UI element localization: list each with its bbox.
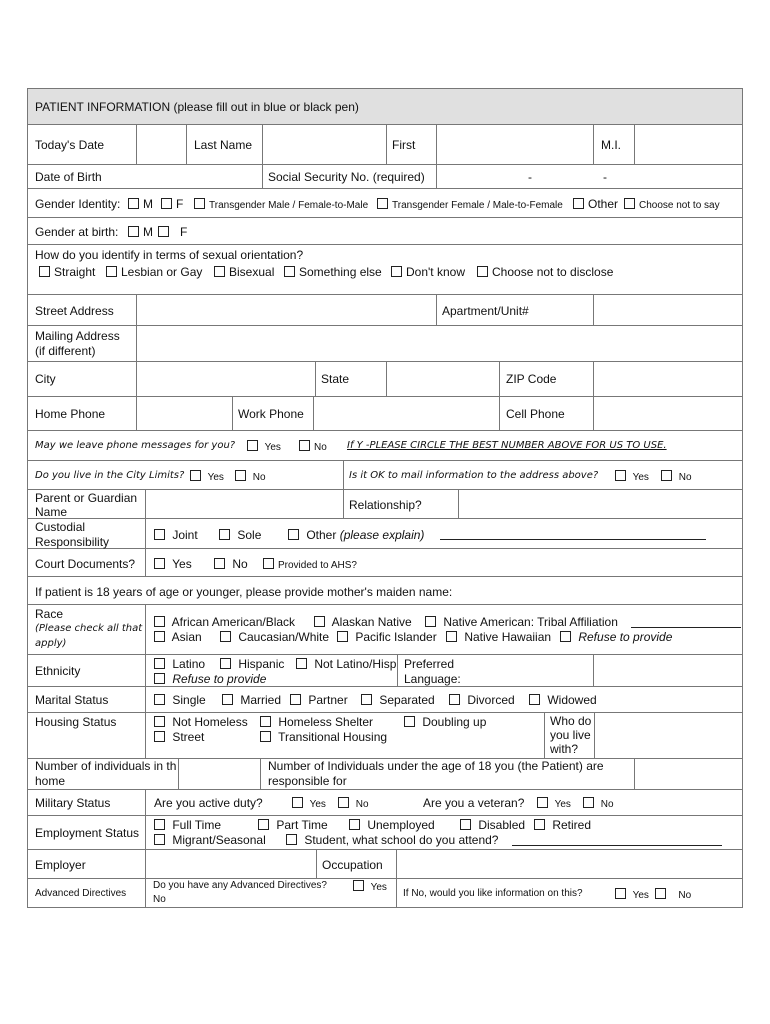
leave-msg-question: May we leave phone messages for you? bbox=[35, 440, 236, 451]
under18-label: Number of Individuals under the age of 18 you (the Patient) are bbox=[268, 759, 604, 773]
preferred-language-label: Preferred bbox=[404, 657, 455, 671]
custodial-explain-line[interactable] bbox=[440, 529, 706, 540]
marital-label: Marital Status bbox=[35, 693, 109, 707]
state-label: State bbox=[321, 372, 350, 386]
adv-dir-info-no[interactable]: No bbox=[655, 888, 691, 901]
gender-identity-option-m[interactable]: M bbox=[128, 197, 153, 211]
custodial-label: Custodial bbox=[35, 520, 86, 534]
court-no[interactable]: No bbox=[214, 557, 248, 571]
active-duty-question: Are you active duty? bbox=[154, 796, 263, 810]
mi-field[interactable] bbox=[635, 125, 742, 164]
checkbox[interactable] bbox=[583, 797, 594, 808]
race-note-2: apply) bbox=[35, 638, 67, 649]
veteran-question: Are you a veteran? bbox=[423, 796, 525, 810]
checkbox[interactable] bbox=[158, 226, 169, 237]
apt-label: Apartment/Unit# bbox=[442, 304, 529, 318]
mailing-field[interactable] bbox=[137, 326, 742, 361]
gender-identity-option-choose-not[interactable]: Choose not to say bbox=[624, 198, 720, 211]
city-limits-yes[interactable]: Yes bbox=[190, 470, 224, 483]
gender-identity-label: Gender Identity: bbox=[35, 197, 121, 211]
checkbox[interactable] bbox=[247, 440, 258, 451]
first-name-field[interactable] bbox=[437, 125, 592, 164]
checkbox[interactable] bbox=[154, 558, 165, 569]
custodial-sole[interactable]: Sole bbox=[219, 528, 261, 542]
housing-option[interactable]: Transitional Housing bbox=[260, 730, 387, 744]
row-military bbox=[28, 790, 742, 816]
checkbox[interactable] bbox=[286, 834, 297, 845]
checkbox[interactable] bbox=[529, 694, 540, 705]
home-phone-field[interactable] bbox=[137, 397, 231, 430]
checkbox[interactable] bbox=[296, 658, 307, 669]
form-title: PATIENT INFORMATION (please fill out in blue or black pen) bbox=[35, 100, 359, 114]
housing-option[interactable]: Doubling up bbox=[404, 715, 486, 729]
tribal-affiliation-line[interactable] bbox=[631, 617, 741, 628]
checkbox[interactable] bbox=[214, 558, 225, 569]
gender-identity-option-trans-male[interactable]: Transgender Male / Female-to-Male bbox=[194, 198, 368, 211]
checkbox[interactable] bbox=[154, 631, 165, 642]
street-field[interactable] bbox=[137, 295, 435, 325]
employment-option[interactable]: Retired bbox=[534, 818, 591, 832]
checkbox[interactable] bbox=[349, 819, 360, 830]
mail-ok-question: Is it OK to mail information to the address above? bbox=[349, 470, 599, 481]
orientation-question: How do you identify in terms of sexual orientation? bbox=[35, 248, 304, 262]
todays-date-field[interactable] bbox=[137, 125, 185, 164]
checkbox[interactable] bbox=[537, 797, 548, 808]
ethnicity-option[interactable]: Not Latino/Hisp bbox=[296, 657, 396, 671]
row-housing bbox=[28, 713, 742, 759]
race-label: Race bbox=[35, 607, 64, 621]
guardian-label: Parent or Guardian bbox=[35, 491, 138, 505]
orientation-option[interactable]: Choose not to disclose bbox=[477, 265, 613, 279]
checkbox[interactable] bbox=[154, 616, 165, 627]
who-live-label-2: you live bbox=[550, 728, 591, 742]
employment-label: Employment Status bbox=[35, 826, 140, 840]
ethnicity-option[interactable]: Latino bbox=[154, 657, 205, 671]
checkbox[interactable] bbox=[194, 198, 205, 209]
ssn-dash: - bbox=[528, 170, 532, 184]
city-limits-question: Do you live in the City Limits? bbox=[35, 470, 185, 481]
marital-option[interactable]: Widowed bbox=[529, 693, 597, 707]
cell-phone-field[interactable] bbox=[594, 397, 742, 430]
military-label: Military Status bbox=[35, 796, 111, 810]
employment-option[interactable]: Disabled bbox=[460, 818, 525, 832]
occupation-field[interactable] bbox=[397, 850, 742, 878]
checkbox[interactable] bbox=[258, 819, 269, 830]
checkbox[interactable] bbox=[128, 226, 139, 237]
row-custodial bbox=[28, 519, 742, 549]
checkbox[interactable] bbox=[220, 658, 231, 669]
city-limits-no[interactable]: No bbox=[235, 470, 266, 483]
birth-option-m[interactable]: M bbox=[128, 225, 153, 239]
employment-option[interactable]: Full Time bbox=[154, 818, 221, 832]
court-yes[interactable]: Yes bbox=[154, 557, 192, 571]
home-phone-label: Home Phone bbox=[35, 407, 106, 421]
birth-option-f-label: F bbox=[180, 225, 188, 239]
gender-at-birth-label: Gender at birth: bbox=[35, 225, 119, 239]
court-provided[interactable]: Provided to AHS? bbox=[263, 558, 357, 571]
marital-option[interactable]: Single bbox=[154, 693, 206, 707]
work-phone-label: Work Phone bbox=[238, 407, 304, 421]
ssn-field[interactable] bbox=[437, 165, 742, 188]
employer-field[interactable] bbox=[146, 850, 315, 878]
last-name-field[interactable] bbox=[263, 125, 385, 164]
ethnicity-label: Ethnicity bbox=[35, 664, 81, 678]
active-duty-yes[interactable]: Yes bbox=[292, 797, 326, 810]
mailing-label-note: (if different) bbox=[35, 344, 96, 358]
checkbox[interactable] bbox=[314, 616, 325, 627]
orientation-option[interactable]: Something else bbox=[284, 265, 382, 279]
checkbox[interactable] bbox=[446, 631, 457, 642]
checkbox[interactable] bbox=[222, 694, 233, 705]
checkbox[interactable] bbox=[377, 198, 388, 209]
patient-information-form bbox=[27, 88, 743, 908]
gender-identity-option-trans-female[interactable]: Transgender Female / Male-to-Female bbox=[377, 198, 563, 211]
row-marital bbox=[28, 687, 742, 713]
checkbox[interactable] bbox=[219, 529, 230, 540]
row-race bbox=[28, 605, 742, 655]
checkbox[interactable] bbox=[154, 673, 165, 684]
marital-option[interactable]: Divorced bbox=[449, 693, 515, 707]
checkbox[interactable] bbox=[290, 694, 301, 705]
court-label: Court Documents? bbox=[35, 557, 136, 571]
who-live-label-3: with? bbox=[550, 742, 579, 756]
checkbox[interactable] bbox=[106, 266, 117, 277]
preferred-language-label-2: Language: bbox=[404, 672, 461, 686]
marital-option[interactable]: Partner bbox=[290, 693, 348, 707]
preferred-language-field[interactable] bbox=[594, 655, 742, 686]
checkbox[interactable] bbox=[299, 440, 310, 451]
row-street bbox=[28, 295, 742, 326]
checkbox[interactable] bbox=[128, 198, 139, 209]
orientation-option[interactable]: Straight bbox=[39, 265, 95, 279]
checkbox[interactable] bbox=[449, 694, 460, 705]
custodial-joint[interactable]: Joint bbox=[154, 528, 198, 542]
row-orientation bbox=[28, 245, 742, 295]
row-guardian bbox=[28, 490, 742, 519]
birth-option-f[interactable] bbox=[158, 225, 173, 239]
checkbox[interactable] bbox=[655, 888, 666, 899]
adv-dir-question: Do you have any Advanced Directives? bbox=[153, 880, 327, 891]
checkbox[interactable] bbox=[39, 266, 50, 277]
row-leave-messages bbox=[28, 431, 742, 461]
race-option[interactable]: Native Hawaiian bbox=[446, 630, 551, 644]
household-label-2: home bbox=[35, 774, 66, 788]
employment-option[interactable]: Part Time bbox=[258, 818, 328, 832]
row-dob-ssn bbox=[28, 165, 742, 189]
checkbox[interactable] bbox=[292, 797, 303, 808]
guardian-label-2: Name bbox=[35, 505, 68, 519]
employer-label: Employer bbox=[35, 858, 86, 872]
checkbox[interactable] bbox=[154, 716, 165, 727]
checkbox[interactable] bbox=[338, 797, 349, 808]
row-gender-identity bbox=[28, 189, 742, 218]
checkbox[interactable] bbox=[288, 529, 299, 540]
checkbox[interactable] bbox=[220, 631, 231, 642]
row-employer bbox=[28, 850, 742, 879]
veteran-no[interactable]: No bbox=[583, 797, 614, 810]
checkbox[interactable] bbox=[353, 880, 364, 891]
adv-dir-label: Advanced Directives bbox=[35, 888, 127, 899]
row-mailing bbox=[28, 326, 742, 362]
gender-identity-option-f[interactable]: F bbox=[161, 197, 183, 211]
under18-count-field[interactable] bbox=[635, 759, 742, 789]
housing-option[interactable]: Street bbox=[154, 730, 204, 744]
adv-dir-info-yes[interactable]: Yes bbox=[615, 888, 649, 901]
ethnicity-option[interactable]: Hispanic bbox=[220, 657, 284, 671]
housing-option[interactable]: Not Homeless bbox=[154, 715, 248, 729]
maiden-question: If patient is 18 years of age or younger, please provide mother's maiden name: bbox=[35, 585, 453, 599]
ssn-dash: - bbox=[603, 170, 607, 184]
dob-label: Date of Birth bbox=[35, 170, 102, 184]
row-ethnicity bbox=[28, 655, 742, 687]
checkbox[interactable] bbox=[154, 819, 165, 830]
orientation-option[interactable]: Don't know bbox=[391, 265, 465, 279]
checkbox[interactable] bbox=[154, 658, 165, 669]
employment-option[interactable]: Unemployed bbox=[349, 818, 435, 832]
ethnicity-option[interactable]: Refuse to provide bbox=[154, 672, 266, 686]
cell-phone-label: Cell Phone bbox=[506, 407, 565, 421]
checkbox[interactable] bbox=[260, 731, 271, 742]
household-count-field[interactable] bbox=[179, 759, 259, 789]
row-city bbox=[28, 362, 742, 397]
marital-option[interactable]: Separated bbox=[361, 693, 435, 707]
preferred-language-cell bbox=[397, 655, 498, 686]
housing-label: Housing Status bbox=[35, 715, 117, 729]
housing-option[interactable]: Homeless Shelter bbox=[260, 715, 373, 729]
gender-identity-option-other[interactable]: Other bbox=[573, 197, 618, 211]
row-court bbox=[28, 549, 742, 577]
custodial-label-2: Responsibility bbox=[35, 535, 110, 549]
checkbox[interactable] bbox=[425, 616, 436, 627]
race-note: (Please check all that bbox=[35, 623, 143, 634]
leave-msg-yes[interactable]: Yes bbox=[247, 440, 281, 453]
mail-ok-no[interactable]: No bbox=[661, 470, 692, 483]
race-option[interactable]: Refuse to provide bbox=[560, 630, 672, 644]
checkbox[interactable] bbox=[154, 834, 165, 845]
marital-option[interactable]: Married bbox=[222, 693, 281, 707]
apt-field[interactable] bbox=[594, 295, 742, 325]
row-maiden bbox=[28, 577, 742, 605]
adv-dir-info-question: If No, would you like information on this? bbox=[403, 888, 583, 899]
checkbox[interactable] bbox=[615, 470, 626, 481]
race-option[interactable]: Caucasian/White bbox=[220, 630, 329, 644]
work-phone-field[interactable] bbox=[314, 397, 498, 430]
ssn-label: Social Security No. (required) bbox=[268, 170, 425, 184]
leave-msg-no[interactable]: No bbox=[299, 440, 327, 453]
checkbox[interactable] bbox=[361, 694, 372, 705]
orientation-option[interactable]: Bisexual bbox=[214, 265, 274, 279]
zip-label: ZIP Code bbox=[506, 372, 557, 386]
adv-dir-no-label: No bbox=[153, 894, 166, 905]
household-label: Number of individuals in th bbox=[35, 759, 177, 773]
checkbox[interactable] bbox=[154, 731, 165, 742]
checkbox[interactable] bbox=[560, 631, 571, 642]
row-names bbox=[28, 125, 742, 165]
checkbox[interactable] bbox=[284, 266, 295, 277]
state-field[interactable] bbox=[387, 362, 498, 396]
row-advanced-directives bbox=[28, 879, 742, 908]
relationship-label: Relationship? bbox=[349, 498, 422, 512]
checkbox[interactable] bbox=[534, 819, 545, 830]
last-name-label: Last Name bbox=[194, 138, 253, 152]
checkbox[interactable] bbox=[615, 888, 626, 899]
mailing-label: Mailing Address bbox=[35, 329, 120, 343]
school-line[interactable] bbox=[512, 835, 722, 846]
todays-date-label: Today's Date bbox=[35, 138, 104, 152]
leave-msg-note: If Y -PLEASE CIRCLE THE BEST NUMBER ABOVE FOR US TO USE. bbox=[347, 440, 667, 451]
adv-dir-yes[interactable]: Yes bbox=[353, 880, 387, 893]
checkbox[interactable] bbox=[460, 819, 471, 830]
checkbox[interactable] bbox=[214, 266, 225, 277]
mi-label: M.I. bbox=[601, 138, 621, 152]
row-city-limits bbox=[28, 461, 742, 490]
mail-ok-yes[interactable]: Yes bbox=[615, 470, 649, 483]
race-option[interactable]: Pacific Islander bbox=[337, 630, 437, 644]
checkbox[interactable] bbox=[154, 694, 165, 705]
guardian-name-field[interactable] bbox=[146, 490, 342, 518]
relationship-field[interactable] bbox=[459, 490, 742, 518]
employment-option[interactable]: Migrant/Seasonal bbox=[154, 833, 266, 847]
row-household bbox=[28, 759, 742, 790]
race-option[interactable]: Alaskan Native bbox=[314, 615, 412, 629]
city-label: City bbox=[35, 372, 56, 386]
checkbox[interactable] bbox=[661, 470, 672, 481]
who-live-field[interactable] bbox=[595, 713, 742, 758]
checkbox[interactable] bbox=[190, 470, 201, 481]
active-duty-no[interactable]: No bbox=[338, 797, 369, 810]
orientation-option[interactable]: Lesbian or Gay bbox=[106, 265, 202, 279]
checkbox[interactable] bbox=[404, 716, 415, 727]
row-phones bbox=[28, 397, 742, 431]
student-option[interactable]: Student, what school do you attend? bbox=[286, 833, 498, 847]
checkbox[interactable] bbox=[154, 529, 165, 540]
race-option[interactable]: Native American: Tribal Affiliation bbox=[425, 615, 618, 629]
checkbox[interactable] bbox=[573, 198, 584, 209]
checkbox[interactable] bbox=[235, 470, 246, 481]
checkbox[interactable] bbox=[477, 266, 488, 277]
checkbox[interactable] bbox=[161, 198, 172, 209]
row-employment bbox=[28, 816, 742, 850]
under18-label-2: responsible for bbox=[268, 774, 347, 788]
checkbox[interactable] bbox=[391, 266, 402, 277]
checkbox[interactable] bbox=[263, 558, 274, 569]
checkbox[interactable] bbox=[337, 631, 348, 642]
household-label-cell bbox=[28, 759, 178, 789]
veteran-yes[interactable]: Yes bbox=[537, 797, 571, 810]
form-header bbox=[28, 89, 742, 125]
street-label: Street Address bbox=[35, 304, 114, 318]
who-live-label: Who do bbox=[550, 714, 592, 728]
checkbox[interactable] bbox=[260, 716, 271, 727]
race-option[interactable]: Asian bbox=[154, 630, 202, 644]
zip-field[interactable] bbox=[594, 362, 742, 396]
row-gender-at-birth bbox=[28, 218, 742, 245]
first-name-label: First bbox=[392, 138, 416, 152]
race-option[interactable]: African American/Black bbox=[154, 615, 295, 629]
occupation-label: Occupation bbox=[322, 858, 383, 872]
custodial-other[interactable]: Other (please explain) bbox=[288, 528, 424, 542]
checkbox[interactable] bbox=[624, 198, 635, 209]
city-field[interactable] bbox=[137, 362, 314, 396]
dob-field[interactable] bbox=[138, 165, 258, 188]
